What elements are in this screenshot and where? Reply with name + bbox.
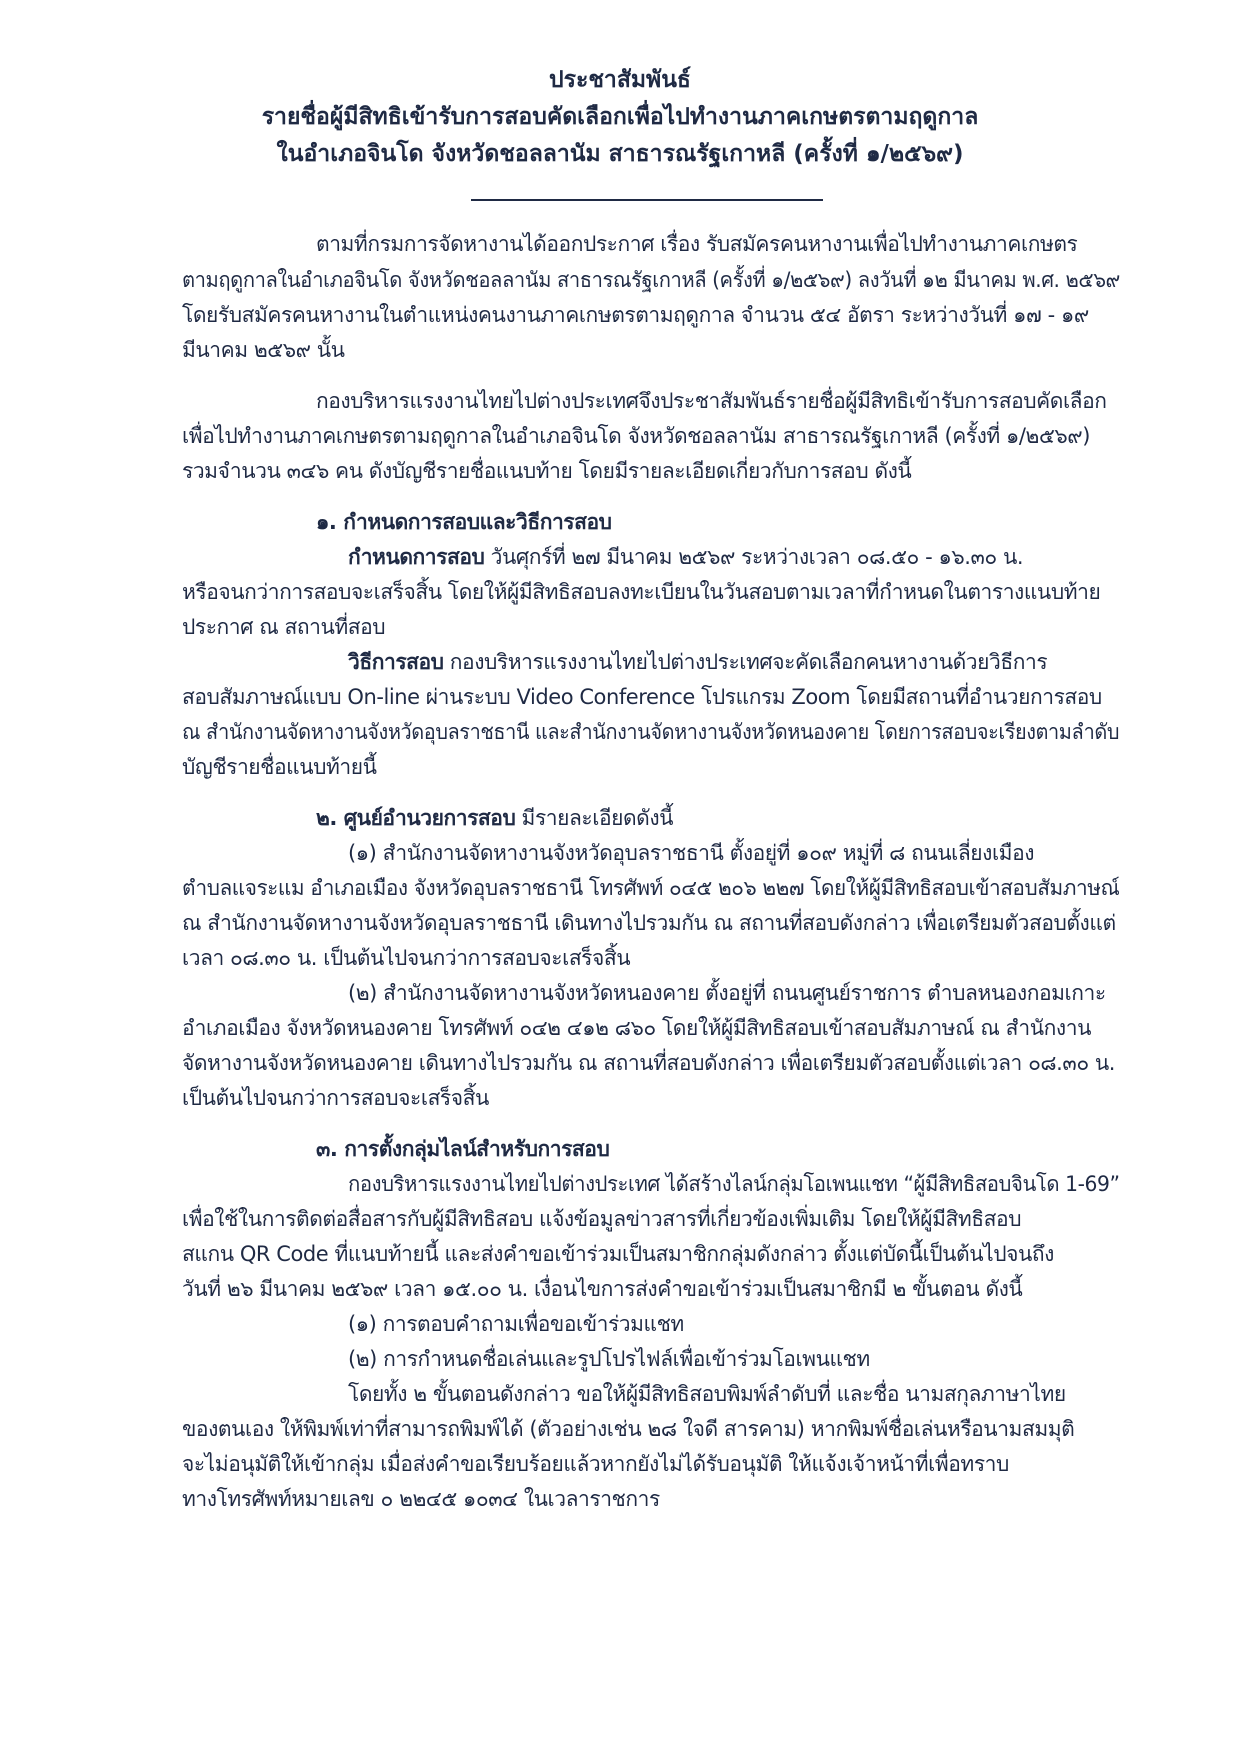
closing-line-2: ของตนเอง ให้พิมพ์เท่าที่สามารถพิมพ์ได้ (ตัวอย่างเช่น ๒๘ ใจดี สารคาม) หากพิมพ์ชื่อเล่นหรือนามสมมุติ	[182, 1417, 1075, 1441]
page-subtitle-line-1: รายชื่อผู้มีสิทธิเข้ารับการสอบคัดเลือกเพื่อไปทำงานภาคเกษตรตามฤดูกาล	[261, 104, 979, 130]
schedule-line	[348, 541, 1023, 574]
section-2-heading-text: มีรายละเอียดดังนี้	[515, 806, 674, 830]
line-group-line-3: สแกน QR Code ที่แนบท้ายนี้ และส่งคำขอเข้าร่วมเป็นสมาชิกกลุ่มดังกล่าว ตั้งแต่บัดนี้เป็นต้นไปจนถึง	[182, 1242, 1054, 1266]
step-1: (๑) การตอบคำถามเพื่อขอเข้าร่วมแชท	[348, 1312, 684, 1336]
page-subtitle-line-2: ในอำเภอจินโด จังหวัดชอลลานัม สาธารณรัฐเกาหลี (ครั้งที่ ๑/๒๕๖๙)	[276, 141, 964, 167]
method-text: กองบริหารแรงงานไทยไปต่างประเทศจะคัดเลือกคนหางานด้วยวิธีการ	[443, 650, 1048, 674]
line-group-line-1: กองบริหารแรงงานไทยไปต่างประเทศ ได้สร้างไลน์กลุ่มโอเพนแชท “ผู้มีสิทธิสอบจินโด 1-69”	[348, 1172, 1120, 1196]
center-1-line-3: ณ สำนักงานจัดหางานจังหวัดอุบลราชธานี เดินทางไปรวมกัน ณ สถานที่สอบดังกล่าว เพื่อเตรียมตัวสอบตั้งแต่	[182, 911, 1116, 935]
intro-p1-line-2: ตามฤดูกาลในอำเภอจินโด จังหวัดชอลลานัม สาธารณรัฐเกาหลี (ครั้งที่ ๑/๒๕๖๙) ลงวันที่ ๑๒ มีนาคม พ.ศ. ๒๕๖๙	[182, 268, 1120, 292]
schedule-line-3: ประกาศ ณ สถานที่สอบ	[182, 615, 386, 639]
schedule-label: กำหนดการสอบ	[348, 545, 485, 569]
document-header	[0, 62, 1240, 173]
closing-line-4: ทางโทรศัพท์หมายเลข ๐ ๒๒๔๕ ๑๐๓๔ ในเวลาราชการ	[182, 1487, 660, 1511]
intro-p2-line-1: กองบริหารแรงงานไทยไปต่างประเทศจึงประชาสัมพันธ์รายชื่อผู้มีสิทธิเข้ารับการสอบคัดเลือก	[316, 389, 1107, 413]
method-label: วิธีการสอบ	[348, 650, 444, 674]
closing-line-1: โดยทั้ง ๒ ขั้นตอนดังกล่าว ขอให้ผู้มีสิทธิสอบพิมพ์ลำดับที่ และชื่อ นามสกุลภาษาไทย	[348, 1382, 1066, 1406]
center-2-line-2: อำเภอเมือง จังหวัดหนองคาย โทรศัพท์ ๐๔๒ ๔๑๒ ๘๖๐ โดยให้ผู้มีสิทธิสอบเข้าสอบสัมภาษณ์ ณ สำนักงาน	[182, 1016, 1091, 1040]
intro-p1-line-1: ตามที่กรมการจัดหางานได้ออกประกาศ เรื่อง รับสมัครคนหางานเพื่อไปทำงานภาคเกษตร	[316, 232, 1078, 256]
section-3-heading: ๓. การตั้งกลุ่มไลน์สำหรับการสอบ	[316, 1137, 610, 1161]
schedule-line-2: หรือจนกว่าการสอบจะเสร็จสิ้น โดยให้ผู้มีสิทธิสอบลงทะเบียนในวันสอบตามเวลาที่กำหนดในตารางแนบท้าย	[182, 580, 1101, 604]
step-2: (๒) การกำหนดชื่อเล่นและรูปโปรไฟล์เพื่อเข้าร่วมโอเพนแชท	[348, 1347, 870, 1371]
section-2-heading: ๒. ศูนย์อำนวยการสอบ	[316, 806, 516, 830]
page-title: ประชาสัมพันธ์	[549, 67, 691, 93]
center-1-line-1: (๑) สำนักงานจัดหางานจังหวัดอุบลราชธานี ตั้งอยู่ที่ ๑๐๙ หมู่ที่ ๘ ถนนเลี่ยงเมือง	[348, 841, 1035, 865]
intro-p1-line-3: โดยรับสมัครคนหางานในตำแหน่งคนงานภาคเกษตรตามฤดูกาล จำนวน ๕๔ อัตรา ระหว่างวันที่ ๑๗ - ๑๙	[182, 303, 1089, 327]
closing-line-3: จะไม่อนุมัติให้เข้ากลุ่ม เมื่อส่งคำขอเรียบร้อยแล้วหากยังไม่ได้รับอนุมัติ ให้แจ้งเจ้าหน้าที่เพื่อทราบ	[182, 1452, 1009, 1476]
section-1-heading: ๑. กำหนดการสอบและวิธีการสอบ	[316, 510, 612, 534]
method-line-4: บัญชีรายชื่อแนบท้ายนี้	[182, 755, 377, 779]
center-2-line-3: จัดหางานจังหวัดหนองคาย เดินทางไปรวมกัน ณ สถานที่สอบดังกล่าว เพื่อเตรียมตัวสอบตั้งแต่เวลา ๐๘.๓๐ น.	[182, 1051, 1116, 1075]
intro-p1-line-4: มีนาคม ๒๕๖๙ นั้น	[182, 338, 345, 362]
header-divider	[471, 199, 823, 201]
intro-p2-line-2: เพื่อไปทำงานภาคเกษตรตามฤดูกาลในอำเภอจินโด จังหวัดชอลลานัม สาธารณรัฐเกาหลี (ครั้งที่ ๑/๒๕๖๙)	[182, 424, 1090, 448]
center-2-line-1: (๒) สำนักงานจัดหางานจังหวัดหนองคาย ตั้งอยู่ที่ ถนนศูนย์ราชการ ตำบลหนองกอมเกาะ	[348, 981, 1106, 1005]
line-group-line-2: เพื่อใช้ในการติดต่อสื่อสารกับผู้มีสิทธิสอบ แจ้งข้อมูลข่าวสารที่เกี่ยวข้องเพิ่มเติม โดยให้ผู้มีสิทธิสอบ	[182, 1207, 1022, 1231]
center-1-line-2: ตำบลแจระแม อำเภอเมือง จังหวัดอุบลราชธานี โทรศัพท์ ๐๔๕ ๒๐๖ ๒๒๗ โดยให้ผู้มีสิทธิสอบเข้าสอบสัมภาษณ์	[182, 876, 1120, 900]
schedule-text: วันศุกร์ที่ ๒๗ มีนาคม ๒๕๖๙ ระหว่างเวลา ๐๘.๕๐ - ๑๖.๓๐ น.	[484, 545, 1024, 569]
section-2-heading-line	[316, 802, 673, 835]
method-line-2: สอบสัมภาษณ์แบบ On-line ผ่านระบบ Video Conference โปรแกรม Zoom โดยมีสถานที่อำนวยการสอบ	[182, 685, 1102, 709]
intro-p2-line-3: รวมจำนวน ๓๔๖ คน ดังบัญชีรายชื่อแนบท้าย โดยมีรายละเอียดเกี่ยวกับการสอบ ดังนี้	[182, 459, 912, 483]
method-line	[348, 646, 1047, 679]
center-2-line-4: เป็นต้นไปจนกว่าการสอบจะเสร็จสิ้น	[182, 1086, 489, 1110]
line-group-line-4: วันที่ ๒๖ มีนาคม ๒๕๖๙ เวลา ๑๕.๐๐ น. เงื่อนไขการส่งคำขอเข้าร่วมเป็นสมาชิกมี ๒ ขั้นตอน ดังนี้	[182, 1277, 1023, 1301]
center-1-line-4: เวลา ๐๘.๓๐ น. เป็นต้นไปจนกว่าการสอบจะเสร็จสิ้น	[182, 946, 631, 970]
method-line-3: ณ สำนักงานจัดหางานจังหวัดอุบลราชธานี และสำนักงานจัดหางานจังหวัดหนองคาย โดยการสอบจะเรียงตามลำดับ	[182, 720, 1120, 744]
